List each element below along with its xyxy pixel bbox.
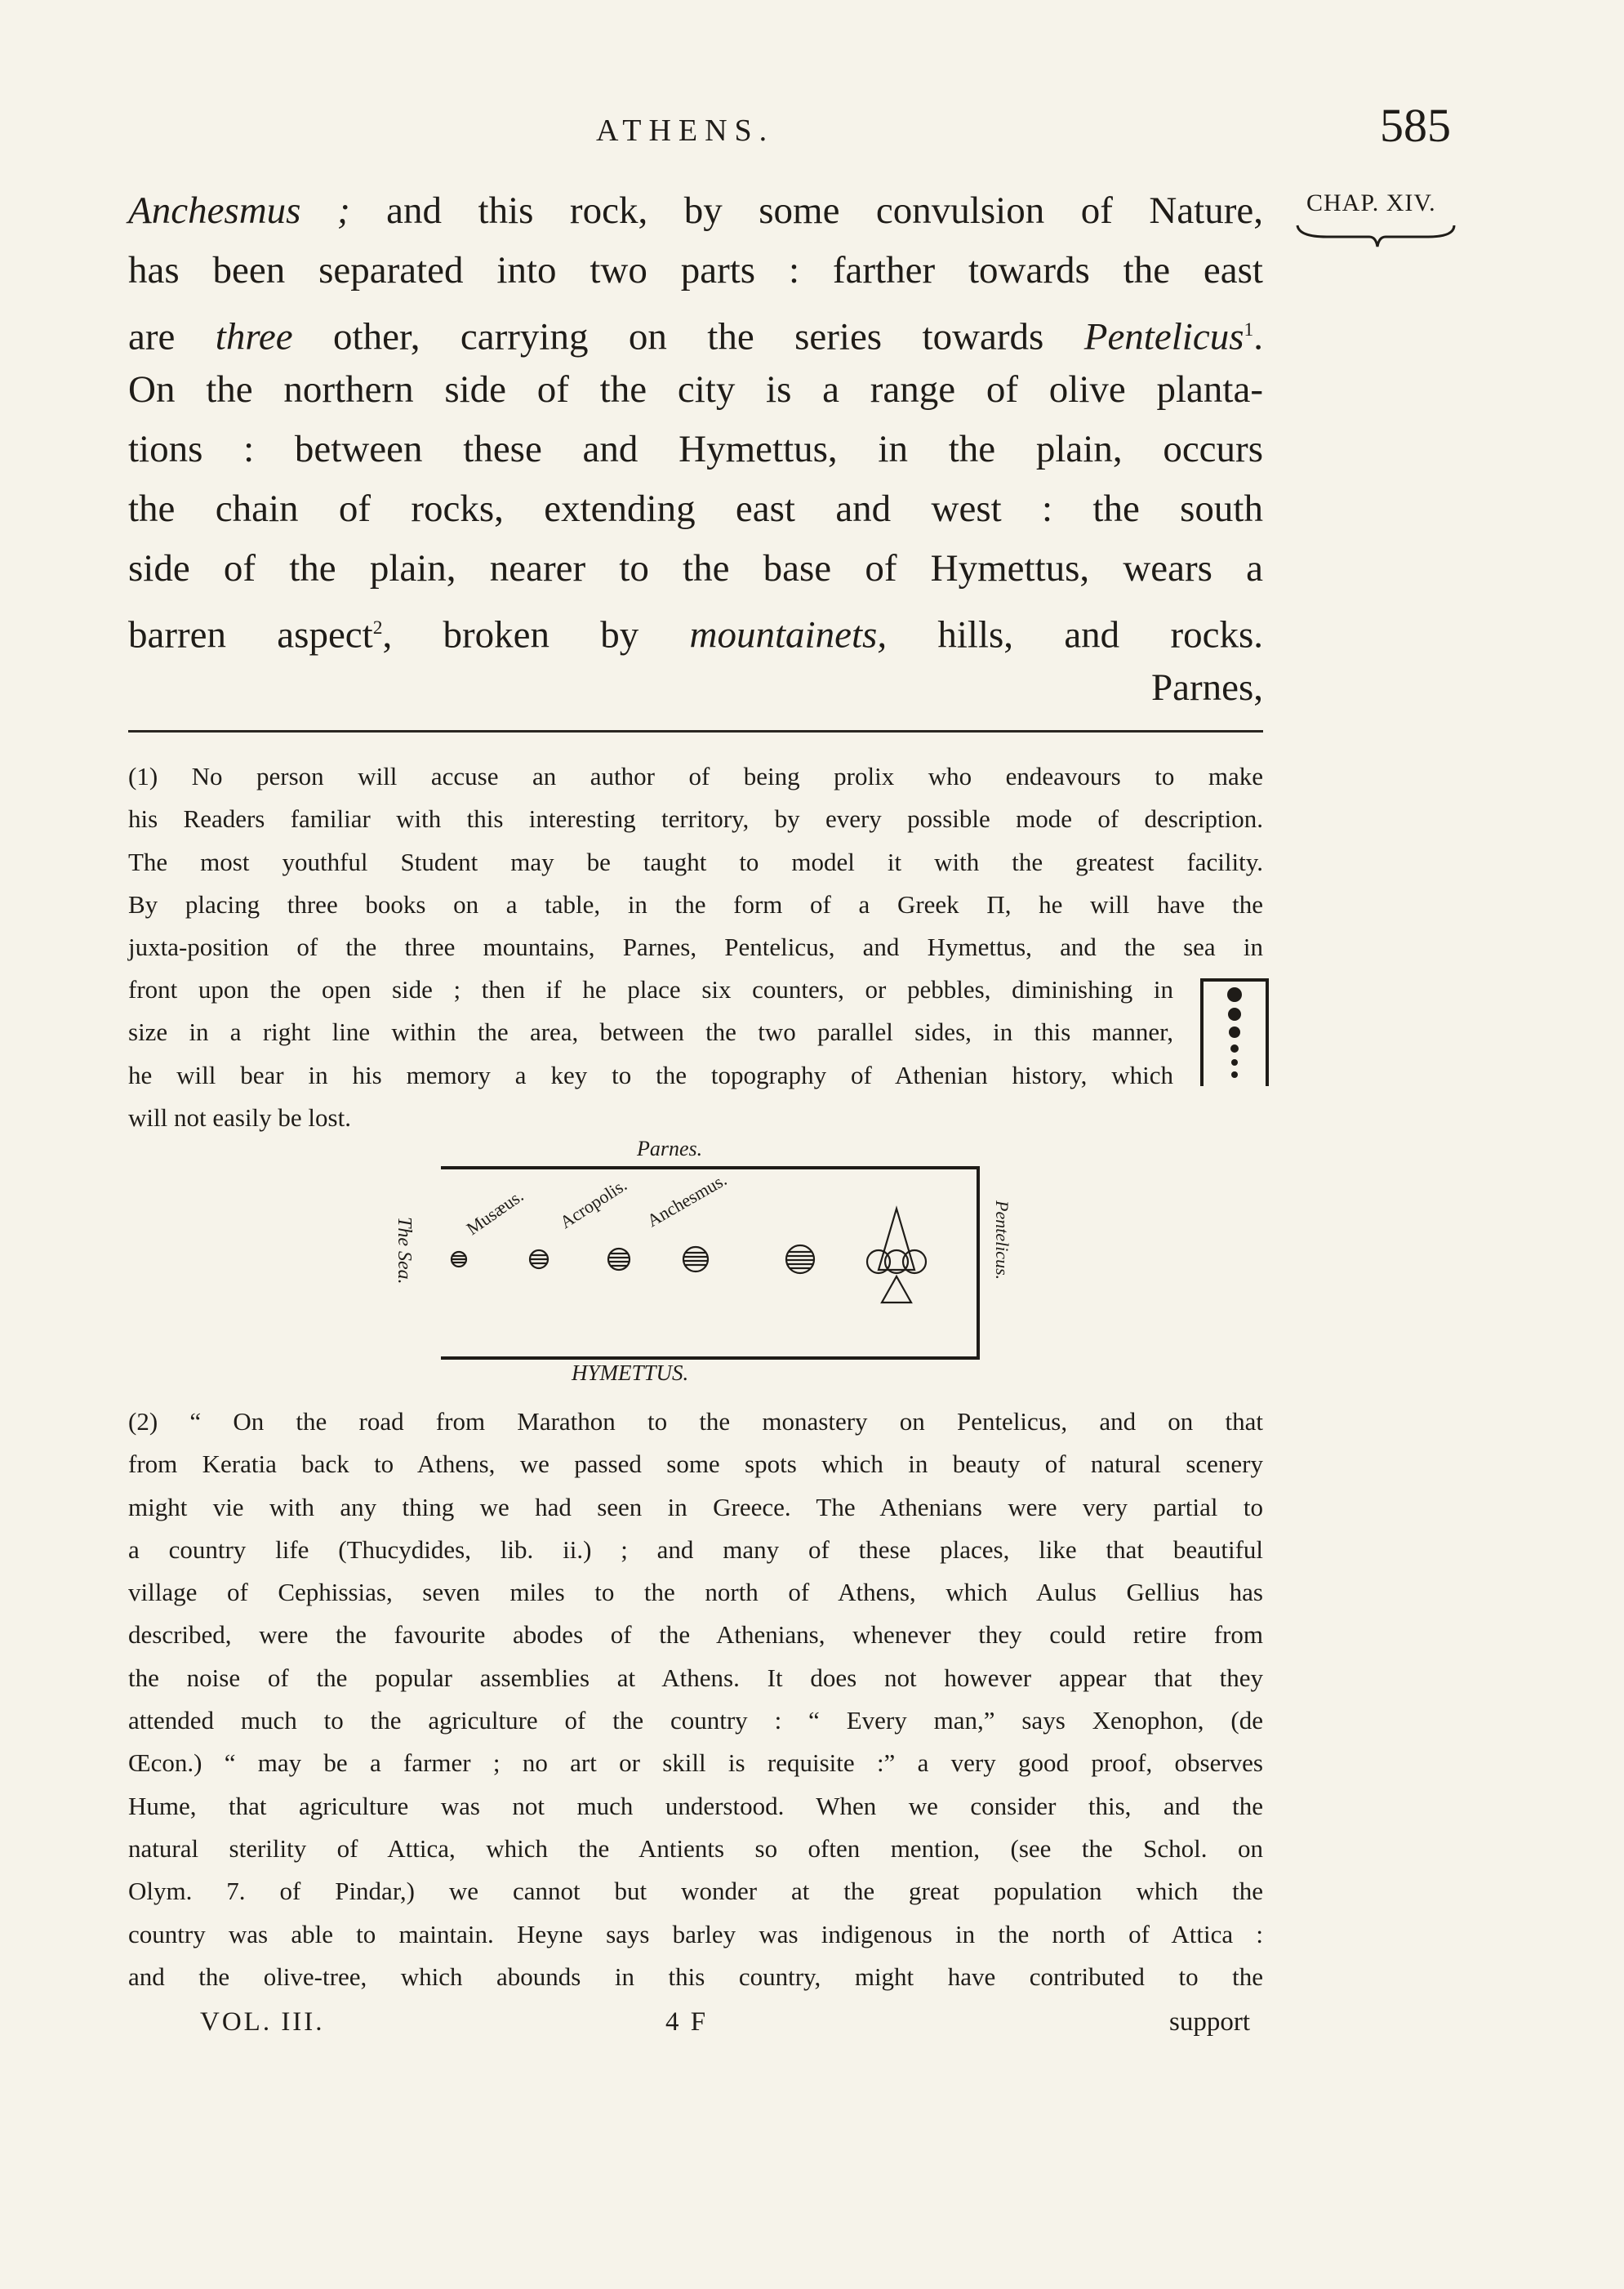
footnote-2 xyxy=(128,1401,1263,1998)
footnote-line: Œcon.) “ may be a farmer ; no art or skill is requisite :” a very good proof, observes xyxy=(128,1748,1263,1778)
hill-marker-5 xyxy=(786,1245,814,1273)
footnote-line: By placing three books on a table, in the form of a Greek Π, he will have the xyxy=(128,889,1263,919)
footnote-line: juxta-position of the three mountains, Parnes, Pentelicus, and Hymettus, and the sea in xyxy=(128,933,1263,962)
hill-markers xyxy=(452,1245,814,1273)
catchword: support xyxy=(1169,2007,1250,2037)
hill-marker-3 xyxy=(608,1249,630,1270)
footnote-line: Olym. 7. of Pindar,) we cannot but wonder at the great population which the xyxy=(128,1877,1263,1906)
footnote-line: front upon the open side ; then if he place six counters, or pebbles, diminishing in xyxy=(128,975,1173,1004)
footnote-line: natural sterility of Attica, which the Antients so often mention, (see the Schol. on xyxy=(128,1833,1263,1863)
hill-label-anchesmus: Anchesmus. xyxy=(643,1169,731,1231)
footnote-line: (1) No person will accuse an author of being prolix who endeavours to make xyxy=(128,762,1263,790)
hill-label-musaeus: Musæus. xyxy=(462,1185,527,1240)
map-label-sea: The Sea. xyxy=(394,1217,415,1285)
body-line: barren aspect$^2$, broken by mountainets, hills, and rocks. xyxy=(128,613,1263,657)
hill-label-acropolis: Acropolis. xyxy=(556,1173,631,1233)
body-line: On the northern side of the city is a range of olive planta- xyxy=(128,368,1263,411)
footnote-line: described, were the favourite abodes of the Athenians, whenever they could retire from xyxy=(128,1620,1263,1650)
pebble-line-diagram xyxy=(1194,972,1275,1094)
footnote-rule xyxy=(128,730,1263,733)
footnote-line: Hume, that agriculture was not much understood. When we consider this, and the xyxy=(128,1791,1263,1820)
footnote-line: size in a right line within the area, between the two parallel sides, in this manner, xyxy=(128,1018,1173,1047)
map-label-parnes: Parnes. xyxy=(637,1137,703,1160)
footnote-line: he will bear in his memory a key to the topography of Athenian history, which xyxy=(128,1060,1173,1089)
volume-label: VOL. III. xyxy=(200,2007,325,2037)
footnote-1-continued xyxy=(128,969,1173,1097)
footnote-line: a country life (Thucydides, lib. ii.) ; and many of these places, like that beautiful xyxy=(128,1534,1263,1564)
chapter-marker: CHAP. XIV. xyxy=(1306,189,1436,216)
body-line: Anchesmus ; and this rock, by some convulsion of Nature, xyxy=(128,189,1264,232)
running-title: ATHENS. xyxy=(596,114,775,148)
footnote-line: will not easily be lost. xyxy=(128,1103,351,1132)
footnote-1 xyxy=(128,755,1263,969)
footnote-line: The most youthful Student may be taught to model it with the greatest facility. xyxy=(128,847,1263,876)
hill-marker-2 xyxy=(530,1250,548,1268)
footnote-line: country was able to maintain. Heyne says barley was indigenous in the north of Attica : xyxy=(128,1919,1263,1948)
map-label-pentelicus: Pentelicus. xyxy=(992,1200,1012,1280)
body-text xyxy=(128,181,1263,718)
footnote-line: the noise of the popular assemblies at Athens. It does not however appear that they xyxy=(128,1663,1263,1692)
city-symbol-icon xyxy=(867,1209,926,1303)
body-line: tions : between these and Hymettus, in the plain, occurs xyxy=(128,428,1263,470)
page-number: 585 xyxy=(1380,99,1451,152)
signature-mark: 4 F xyxy=(665,2007,709,2037)
body-line: the chain of rocks, extending east and west : the south xyxy=(128,488,1263,530)
footnote-line: his Readers familiar with this interesting territory, by every possible mode of description. xyxy=(128,804,1263,834)
body-line: side of the plain, nearer to the base of Hymettus, wears a xyxy=(128,547,1263,590)
body-line: are three other, carrying on the series towards Pentelicus$^1$. xyxy=(128,315,1263,358)
map-label-hymettus: HYMETTUS. xyxy=(572,1360,689,1385)
footnote-line: village of Cephissias, seven miles to the north of Athens, which Aulus Gellius has xyxy=(128,1578,1263,1607)
footnote-line: attended much to the agriculture of the country : “ Every man,” says Xenophon, (de xyxy=(128,1706,1263,1735)
hill-marker-1 xyxy=(452,1252,466,1267)
footnote-line: from Keratia back to Athens, we passed some spots which in beauty of natural scenery xyxy=(128,1450,1263,1479)
body-line: has been separated into two parts : farther towards the east xyxy=(128,249,1263,292)
footnote-line: might vie with any thing we had seen in Greece. The Athenians were very partial to xyxy=(128,1492,1263,1521)
athens-topography-diagram xyxy=(392,1131,1045,1392)
catch-line: Parnes, xyxy=(1150,666,1263,709)
footnote-line: (2) “ On the road from Marathon to the monastery on Pentelicus, and on that xyxy=(128,1407,1263,1436)
hill-marker-4 xyxy=(683,1247,708,1271)
chapter-brace-icon xyxy=(1294,222,1457,250)
footnote-line: and the olive-tree, which abounds in this country, might have contributed to the xyxy=(128,1962,1263,1991)
